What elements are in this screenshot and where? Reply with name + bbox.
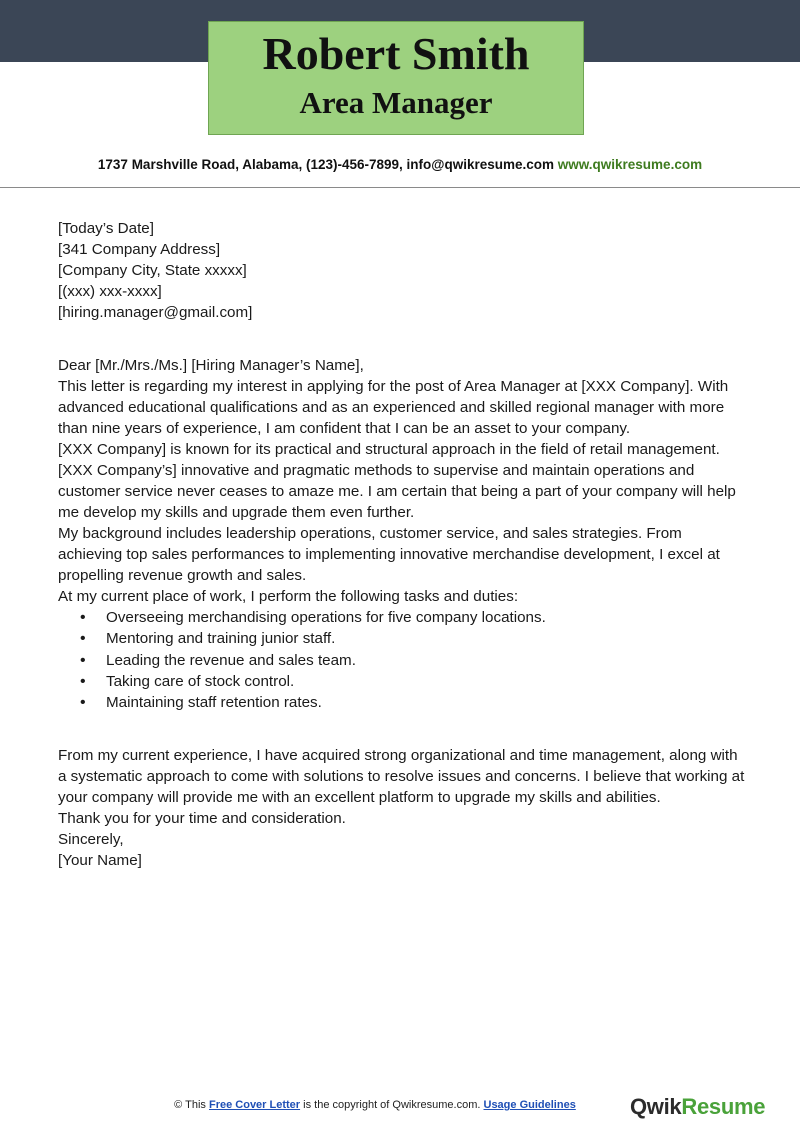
footer-prefix: © This [174,1099,206,1111]
paragraph: From my current experience, I have acquired strong organizational and time management, along with a systematic approach to come with solutions to resolve issues and concerns. I believe that working at your company will provide me with an excellent platform to upgrade my skills and abilities. [58,747,745,807]
paragraph: At my current place of work, I perform the following tasks and duties: [58,588,519,605]
signoff: Sincerely, [58,831,124,849]
letter-body [58,218,748,871]
logo-part-resume: Resume [681,1094,766,1119]
qwikresume-logo [630,1094,765,1120]
letter-date: [Today’s Date] [58,220,154,237]
free-cover-letter-link[interactable]: Free Cover Letter [208,1099,301,1111]
recipient-line: [Company City, State xxxxx] [58,262,247,279]
usage-guidelines-link[interactable]: Usage Guidelines [483,1099,576,1111]
logo-part-qwik: Qwik [630,1094,682,1119]
list-item: • Maintaining staff retention rates. [58,692,748,713]
salutation: Dear [Mr./Mrs./Ms.] [Hiring Manager’s Name], [58,357,364,374]
name-banner [208,21,584,135]
recipient-line: [hiring.manager@gmail.com] [58,304,253,321]
signature: [Your Name] [58,852,142,870]
paragraph: [XXX Company] is known for its practical and structural approach in the field of retail management. [XXX Company’s] innovative and pragmatic methods to supervise and maintain operations and customer service never ceases to amaze me. I am certain that being a part of your company will help me develop my skills and upgrade them even further. [58,441,736,521]
list-item: • Leading the revenue and sales team. [58,650,748,671]
task-list [58,607,748,713]
recipient-address [58,239,748,323]
applicant-name: Robert Smith [262,28,530,79]
footer-middle: is the copyright of Qwikresume.com. [303,1099,481,1111]
recipient-line: [(xxx) xxx-xxxx] [58,283,162,300]
header-divider [0,187,800,188]
website-link[interactable]: www.qwikresume.com [557,157,703,172]
list-item: • Taking care of stock control. [58,671,748,692]
paragraph: My background includes leadership operations, customer service, and sales strategies. From achieving top sales performances to implementing innovative merchandise development, I excel at propelling revenue growth and sales. [58,525,720,584]
recipient-line: [341 Company Address] [58,241,221,258]
contact-line [0,157,800,172]
list-item: • Mentoring and training junior staff. [58,628,748,649]
job-title: Area Manager [299,85,493,120]
paragraph: Thank you for your time and consideration. [58,810,346,828]
paragraph: This letter is regarding my interest in applying for the post of Area Manager at [XXX Company]. With advanced educational qualifications and as an experienced and skilled regional manager with more than nine years of experience, I am confident that I can be an asset to your company. [58,378,729,437]
contact-details: 1737 Marshville Road, Alabama, (123)-456-7899, info@qwikresume.com [97,157,555,172]
list-item: • Overseeing merchandising operations for five company locations. [58,607,748,628]
